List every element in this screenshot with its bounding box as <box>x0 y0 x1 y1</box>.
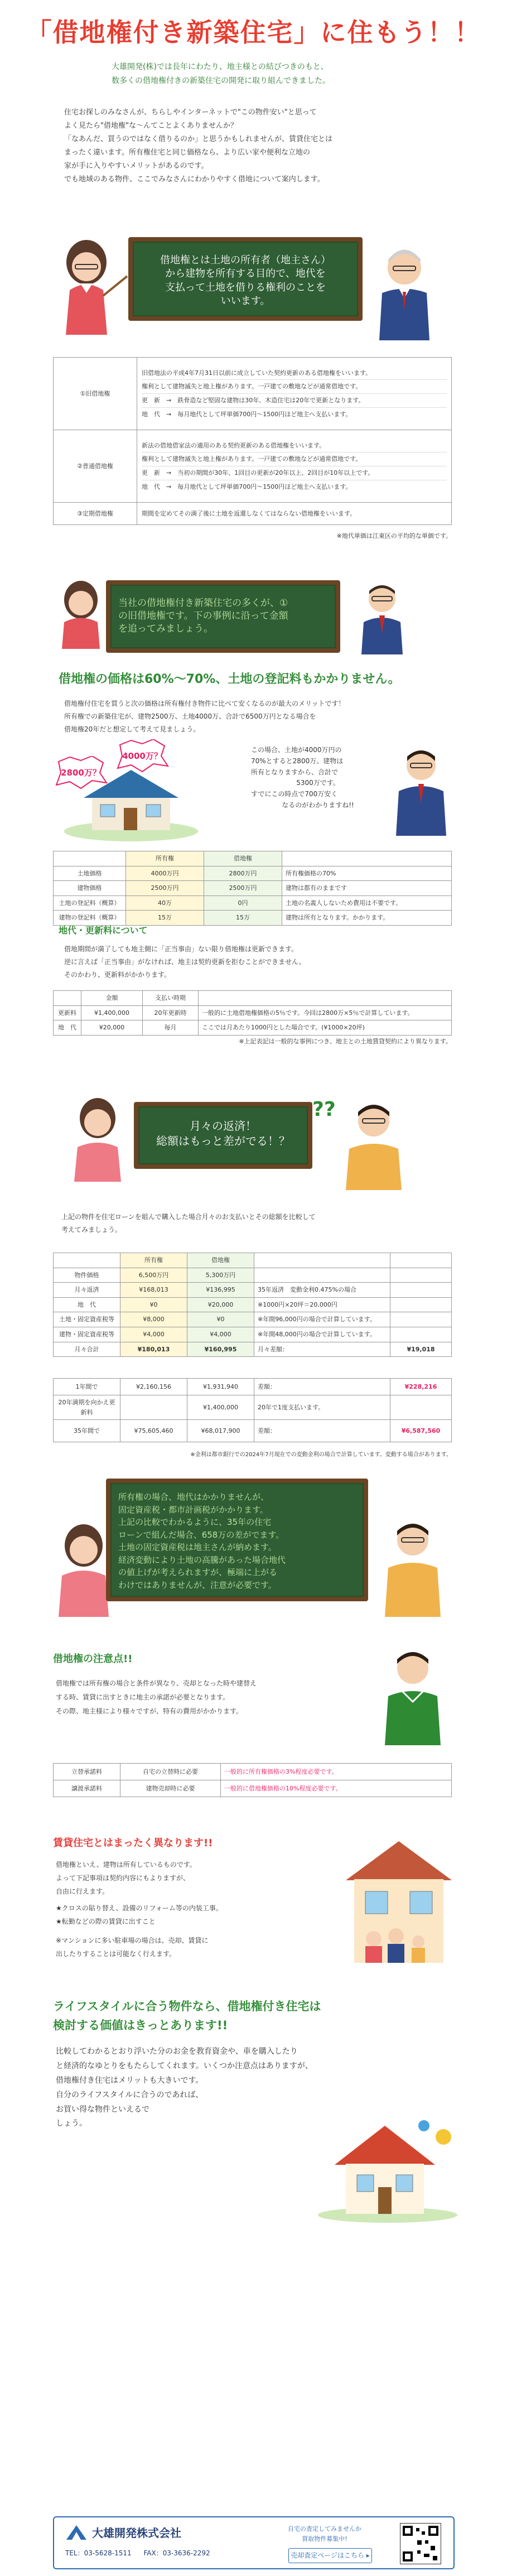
chalkboard-4-line-4: ローンで組んだ場合、658万の差がでます。 <box>118 1529 284 1540</box>
table-cell: ¥8,000 <box>120 1312 187 1327</box>
renewal-fee-table <box>53 990 452 1036</box>
rental-bullet-2: ★転勤などの際の賃貸に出すこと <box>56 1918 156 1925</box>
table-cell: ②普通借地権 <box>54 430 137 503</box>
table-cell: ¥68,017,900 <box>187 1420 254 1442</box>
badge-4000 <box>114 739 170 773</box>
cell-line: 権利として建物滅失と地上権があります。一戸建ての敷地などが通常借地です。 <box>142 380 447 394</box>
table-cell: 建物は所有となります。かかります。 <box>282 911 452 926</box>
rental-line-3: 自由に行えます。 <box>56 1888 109 1895</box>
promo-text <box>277 2524 372 2544</box>
section-rent-text <box>64 943 455 981</box>
table-header-cell: 借地権 <box>187 1253 254 1268</box>
section-price-text <box>64 697 455 735</box>
company-contact <box>65 2548 210 2559</box>
section-rent-title: 地代・更新料について <box>59 925 148 936</box>
table-row <box>54 1268 452 1283</box>
table-cell: ¥6,587,560 <box>390 1420 452 1442</box>
table-cell: 所有権価格の70% <box>282 866 452 881</box>
cell-line: 更 新 → 当初の期間が30年、1回目の更新が20年以上、2回目が10年以上です。 <box>142 466 447 480</box>
chalkboard-4-line-8: わけではありませんが、注意が必要です。 <box>118 1580 277 1590</box>
rent-line-2: 逆に言えば「正当事由」がなければ、地主は契約更新を拒むことができません。 <box>64 957 306 966</box>
intro-line-3: 「なあんだ、買うのではなく借りるのか」と思うかもしれませんが、賃貸住宅とは <box>64 135 333 144</box>
intro-line-4: まったく違います。所有権住宅と同じ価格なら、より広い家や便利な立地の <box>64 148 310 157</box>
badge-2800 <box>53 756 109 789</box>
table-cell <box>120 1395 187 1420</box>
life-title-line-2: 検討する価値はきっとあります!! <box>53 2018 228 2032</box>
bubble-line-5: すでにこの時点で700万安く <box>251 790 338 798</box>
cell-line: 権利として建物滅失と地上権があります。一戸建ての敷地などが通常借地です。 <box>142 452 447 466</box>
badge-2800-text: 2800万？ <box>61 768 101 778</box>
life-line-3: 借地権付き住宅はメリットも大きいです。 <box>56 2076 204 2085</box>
section-caution-title: 借地権の注意点!! <box>53 1653 133 1665</box>
table-cell: 一般的に所有権価格の3%程度必要です。 <box>221 1764 452 1780</box>
table-cell: 2500万円 <box>126 881 204 896</box>
table-row <box>54 1312 452 1327</box>
rental-line-1: 借地権といえ、建物は所有しているものです。 <box>56 1861 196 1869</box>
table-header-cell: 借地権 <box>204 851 282 866</box>
table-cell: ¥1,931,940 <box>187 1379 254 1395</box>
table-row <box>54 1005 452 1020</box>
board2-woman-illustration <box>59 577 103 650</box>
table-header-row <box>54 851 452 866</box>
caution-man-illustration <box>379 1640 446 1746</box>
badge-4000-text: 4000万？ <box>122 751 162 761</box>
caution-line-1: 借地権では所有権の場合と条件が異なり、売却となった時や建替え <box>56 1679 257 1687</box>
small-house-illustration <box>312 2103 463 2226</box>
table-cell: ¥2,160,156 <box>120 1379 187 1395</box>
table-row <box>54 895 452 911</box>
table-cell: 1年間で <box>54 1379 120 1395</box>
elder-illustration <box>368 237 441 343</box>
rental-line-2: よって下記事項は契約内容にもよりますが、 <box>56 1874 190 1882</box>
table-cell: 2500万円 <box>204 881 282 896</box>
table-cell <box>137 430 452 503</box>
lead-text <box>112 60 424 88</box>
intro-line-2: よく見たら"借地権"な〜んてことよくありませんか？ <box>64 122 238 131</box>
life-line-2: と経済的なゆとりをもたらしてくれます。いくつか注意点はありますが、 <box>56 2061 313 2071</box>
table-cell: 譲渡承諾料 <box>54 1780 120 1797</box>
table-cell: ここでは月あたり1000円とした場合です。(¥1000×20坪) <box>199 1020 452 1036</box>
table-cell: ¥4,000 <box>187 1327 254 1342</box>
table-cell: 月々合計 <box>54 1342 120 1357</box>
table-cell: 20年満期を向かえ更新料 <box>54 1395 120 1420</box>
table-header-cell: 金額 <box>81 991 143 1006</box>
rent-line-1: 借地期間が満了しても地主側に「正当事由」ない限り借地権は更新できます。 <box>64 945 298 953</box>
table-cell: 期間を定めてその満了後に土地を返還しなくてはならない借地権をいいます。 <box>137 503 452 525</box>
table-cell: 月々差額： <box>254 1342 390 1357</box>
section-life-title <box>53 1997 455 2035</box>
question-marks: ?? <box>312 1098 336 1121</box>
table1-note: ※地代単価は江東区の平均的な単価です。 <box>336 532 452 540</box>
table-cell: 差額： <box>254 1420 390 1442</box>
board2-man-illustration <box>357 577 407 656</box>
chalkboard-4-text <box>110 1483 364 1591</box>
table-cell <box>390 1327 452 1342</box>
company-name: 大雄開発株式会社 <box>92 2526 181 2540</box>
table-row <box>54 430 452 503</box>
table-cell: ①旧借地権 <box>54 358 137 430</box>
table-cell: 建物・固定資産税等 <box>54 1327 120 1342</box>
table-cell: ¥160,995 <box>187 1342 254 1357</box>
table-cell: ¥0 <box>120 1297 187 1312</box>
chalkboard-1-line-1: 借地権とは土地の所有者（地主さん） <box>160 254 331 266</box>
table-cell: 更新料 <box>54 1005 81 1020</box>
table-cell: 月々返済 <box>54 1283 120 1298</box>
chalkboard-4 <box>106 1479 368 1601</box>
table-header-row <box>54 991 452 1006</box>
table-cell: ¥136,995 <box>187 1283 254 1298</box>
price-line-2: 所有権での新築住宅が、建物2500万、土地4000万、合計で6500万円となる場合を <box>64 712 316 720</box>
table-header-cell: 支払い時期 <box>143 991 199 1006</box>
table-row <box>54 1283 452 1298</box>
table-cell <box>390 1312 452 1327</box>
table-cell: ¥0 <box>187 1312 254 1327</box>
qr-code-icon <box>400 2523 441 2564</box>
chalkboard-1-line-4: いいます。 <box>220 295 271 307</box>
table-cell <box>390 1395 452 1420</box>
life-line-1: 比較してわかるとおり浮いた分のお金を教育資金や、車を購入したり <box>56 2047 298 2056</box>
chalkboard-4-line-5: 土地の固定資産税は地主さんが納めます。 <box>118 1542 277 1552</box>
company-logo-icon <box>65 2524 88 2541</box>
table-cell <box>390 1283 452 1298</box>
table-row <box>54 1780 452 1797</box>
table-cell: ¥19,018 <box>390 1342 452 1357</box>
table-cell: 5,300万円 <box>187 1268 254 1283</box>
table-header-cell <box>54 851 126 866</box>
table-row <box>54 1420 452 1442</box>
caution-line-3: その際、地主様により様々ですが、特有の費用がかかります。 <box>56 1707 243 1716</box>
table-cell: 40万 <box>126 895 204 911</box>
chalkboard-4-line-1: 所有権の場合、地代はかかりませんが、 <box>118 1492 269 1502</box>
lead-line-2: 数多くの借地権付きの新築住宅の開発に取り組んできました。 <box>112 76 330 85</box>
table-cell <box>254 1268 390 1283</box>
life-line-6: しょう。 <box>56 2119 87 2129</box>
table-cell: 35年返済 変動金利0.475%の場合 <box>254 1283 390 1298</box>
table-cell: 自宅の立替時に必要 <box>120 1764 221 1780</box>
table-cell: 15万 <box>126 911 204 926</box>
company-fax: FAX：03-3636-2292 <box>143 2549 210 2557</box>
table-cell: 一般的に借地権価格の10%程度必要です。 <box>221 1780 452 1797</box>
table-cell: 土地価格 <box>54 866 126 881</box>
table-cell: 土地・固定資産税等 <box>54 1312 120 1327</box>
section-rental-title: 賃貸住宅とはまったく異なります!! <box>53 1837 213 1849</box>
table-cell: 建物は都有のままです <box>282 881 452 896</box>
table-cell: ¥1,400,000 <box>81 1005 143 1020</box>
chalkboard-4-line-2: 固定資産税・都市計画税がかかります。 <box>118 1504 268 1515</box>
table-cell: 15万 <box>204 911 282 926</box>
cell-line: 更 新 → 鉄骨造など堅固な建物は30年、木造住宅は20年で更新となります。 <box>142 394 447 408</box>
chalkboard-1-line-3: 支払って土地を借りる権利のことを <box>165 281 326 293</box>
section-price-title: 借地権の価格は60%〜70%、土地の登記料もかかりません。 <box>59 672 400 686</box>
table-header-cell <box>199 991 452 1006</box>
company-tel: TEL：03-5628-1511 <box>65 2549 132 2557</box>
table-cell: ¥228,216 <box>390 1379 452 1395</box>
chalkboard-1-line-2: から建物を所有する目的で、地代を <box>165 268 326 280</box>
table-row <box>54 1297 452 1312</box>
loan-total-table <box>53 1378 452 1442</box>
section-compare-text <box>61 1211 452 1236</box>
teacher-illustration <box>56 234 128 340</box>
chalkboard-3-text <box>138 1106 308 1149</box>
rent-note: ※上記表記は一般的な事例につき、地主との土地賃貸契約により異なります。 <box>239 1038 452 1045</box>
table-cell: 4000万円 <box>126 866 204 881</box>
table-row <box>54 1342 452 1357</box>
cell-line: 地 代 → 毎月地代として坪単価700円〜1500円ほど地主へ支払います。 <box>142 410 352 418</box>
bubble-line-1: この場合、土地が4000万円の <box>251 746 342 754</box>
chalkboard-2-line-1: 当社の借地権付き新築住宅の多くが、① <box>118 598 288 609</box>
chalkboard-2 <box>106 580 340 653</box>
table-cell: ※年間48,000円の場合で計算しています。 <box>254 1327 390 1342</box>
chalkboard-2-line-2: の旧借地権です。下の事例に沿って金額 <box>118 610 288 622</box>
compare-line-1: 上記の物件を住宅ローンを組んで購入した場合月々のお支払いとその総額を比較して <box>61 1213 316 1221</box>
hero-title: 「借地権付き新築住宅」に住もう！！ <box>26 17 481 47</box>
table-cell: ¥168,013 <box>120 1283 187 1298</box>
table-cell: 土地の名義人しないため費用は不要です。 <box>282 895 452 911</box>
promo-line-1: 自宅の査定してみませんか <box>288 2525 361 2532</box>
table-cell: 差額： <box>254 1379 390 1395</box>
intro-line-6: でも地域のある物件、ここでみなさんにわかりやすく借地について案内します。 <box>64 175 325 184</box>
board4-man-illustration <box>379 1512 446 1618</box>
table-cell: 一般的に土地借地権価格の5％です。今回は2800万×5％で計算しています。 <box>199 1005 452 1020</box>
table-cell: ¥4,000 <box>120 1327 187 1342</box>
table-cell <box>390 1268 452 1283</box>
caution-line-2: する時、賃貸に出すときに地主の承諾が必要となります。 <box>56 1693 230 1702</box>
life-line-4: 自分のライフスタイルに合うのであれば、 <box>56 2090 204 2100</box>
section-caution-text <box>56 1677 368 1719</box>
table-cell: 建物の登記料（概算） <box>54 911 126 926</box>
price-line-3: 借地権20年だと想定して考えて見ましょう。 <box>64 725 200 733</box>
cell-line: 地 代 → 毎月地代として坪単価700円〜1500円ほど地主へ支払います。 <box>142 483 352 490</box>
chalkboard-4-line-6: 経済変動により土地の高騰があった場合地代 <box>118 1554 286 1565</box>
chalkboard-4-line-7: の値上げが考えられますが、極端に上がる <box>118 1567 278 1577</box>
table-row <box>54 503 452 525</box>
table-cell: 建物価格 <box>54 881 126 896</box>
lead-line-1: 大雄開発(株)では長年にわたり、地主様との結びつきのもと、 <box>112 62 329 71</box>
cell-line: 旧借地法の平成4年7月31日以前に成立していた契約更新のある借地権をいいます。 <box>142 367 447 381</box>
intro-line-5: 家が手に入りやすいメリットがあるのです。 <box>64 162 209 171</box>
table-cell: 2800万円 <box>204 866 282 881</box>
table-cell: 地 代 <box>54 1020 81 1036</box>
table-cell: ¥1,400,000 <box>187 1395 254 1420</box>
chalkboard-2-line-3: を追ってみましょう。 <box>118 623 213 634</box>
family-house-illustration <box>340 1830 457 1970</box>
table-cell: 20年更新時 <box>143 1005 199 1020</box>
table-cell <box>137 358 452 430</box>
table-row <box>54 1764 452 1780</box>
table-header-cell <box>390 1253 452 1268</box>
rent-line-3: そのかわり、更新料がかかります。 <box>64 970 171 979</box>
table-row <box>54 1395 452 1420</box>
bubble-line-4: 5300万です。 <box>296 779 340 787</box>
footer-box <box>53 2516 455 2569</box>
table-cell: 土地の登記料（概算） <box>54 895 126 911</box>
table-header-cell: 所有権 <box>120 1253 187 1268</box>
table-header-cell <box>254 1253 390 1268</box>
bubble-line-6: なるのがわかりますね!! <box>282 801 354 809</box>
chalkboard-3-line-1: 月々の返済！ <box>190 1119 257 1133</box>
sell-appraisal-link[interactable]: 売却査定ページはこちら ▸ <box>288 2548 372 2563</box>
table-cell: 毎月 <box>143 1020 199 1036</box>
board4-woman-illustration <box>53 1518 114 1618</box>
table-cell: 物件価格 <box>54 1268 120 1283</box>
chalkboard-2-text <box>110 585 336 635</box>
intro-line-1: 住宅お探しのみなさんが、ちらしやインターネットで"この物件安い"と思って <box>64 108 317 117</box>
bubble-line-2: 70%とすると2800万。建物は <box>251 757 344 765</box>
chalkboard-4-line-3: 上記の比較でわかるように、35年の住宅 <box>118 1517 272 1527</box>
board3-man-illustration <box>340 1096 407 1191</box>
table-cell <box>390 1297 452 1312</box>
table-cell: ¥180,013 <box>120 1342 187 1357</box>
table-cell: 立替承諾料 <box>54 1764 120 1780</box>
life-title-line-1: ライフスタイルに合う物件なら、借地権付き住宅は <box>53 2000 321 2013</box>
board3-woman-illustration <box>70 1094 125 1183</box>
table-cell: ③定期借地権 <box>54 503 137 525</box>
compare-line-2: 考えてみましょう。 <box>61 1225 122 1234</box>
table-cell: 35年間で <box>54 1420 120 1442</box>
table-row <box>54 866 452 881</box>
chalkboard-1-text <box>133 242 358 308</box>
compare-note: ※金利は都市銀行での2024年7月現在での変動金利の場合で計算しています。変動する場合があります。 <box>190 1452 452 1458</box>
rental-line-5: 出したりすることは可能なく行えます。 <box>56 1950 176 1958</box>
table-cell: ¥20,000 <box>81 1020 143 1036</box>
table-header-cell <box>54 991 81 1006</box>
section-rental-text <box>56 1858 346 1961</box>
leasehold-types-table <box>53 357 452 525</box>
table-row <box>54 1379 452 1395</box>
price-comparison-table <box>53 851 452 926</box>
table-cell: 6,500万円 <box>120 1268 187 1283</box>
price-bubble <box>251 745 385 811</box>
table-cell: 0円 <box>204 895 282 911</box>
table-header-row <box>54 1253 452 1268</box>
bubble-line-3: 所有となりますから、合計で <box>251 768 339 776</box>
table-cell: ※1000円×20坪＝20,000円 <box>254 1297 390 1312</box>
table-header-cell <box>282 851 452 866</box>
caution-fees-table <box>53 1763 452 1797</box>
chalkboard-3 <box>134 1102 312 1169</box>
promo-line-2: 買取物件募集中! <box>302 2535 347 2543</box>
life-line-5: お買い得な物件といえるで <box>56 2105 149 2114</box>
table-row <box>54 1327 452 1342</box>
table-header-cell: 所有権 <box>126 851 204 866</box>
chalkboard-1 <box>128 237 363 321</box>
loan-comparison-table <box>53 1253 452 1357</box>
businessman-illustration <box>390 742 452 837</box>
table-header-cell <box>54 1253 120 1268</box>
table-row <box>54 358 452 430</box>
table-cell: ¥75,605,460 <box>120 1420 187 1442</box>
rental-line-4: ※マンションに多い駐車場の場合は、売却、賃貸に <box>56 1937 209 1944</box>
table-cell: 建物売却時に必要 <box>120 1780 221 1797</box>
table-cell: 20年で1度支払います。 <box>254 1395 390 1420</box>
table-row <box>54 1020 452 1036</box>
rental-bullet-1: ★クロスの貼り替え、設備のリフォーム等の内装工事。 <box>56 1904 223 1912</box>
price-line-1: 借地権付住宅を買うと次の価格は所有権付き物件に比べて安くなるのが最大のメリットです！ <box>64 700 345 707</box>
table-cell: 地 代 <box>54 1297 120 1312</box>
cell-line: 新法の借地借家法の適用のある契約更新のある借地権をいいます。 <box>142 439 447 453</box>
table-cell: ¥20,000 <box>187 1297 254 1312</box>
table-cell: ※年間96,000円の場合で計算しています。 <box>254 1312 390 1327</box>
chalkboard-3-line-2: 総額はもっと差がでる！？ <box>156 1134 290 1148</box>
intro-text <box>64 106 421 186</box>
table-row <box>54 881 452 896</box>
